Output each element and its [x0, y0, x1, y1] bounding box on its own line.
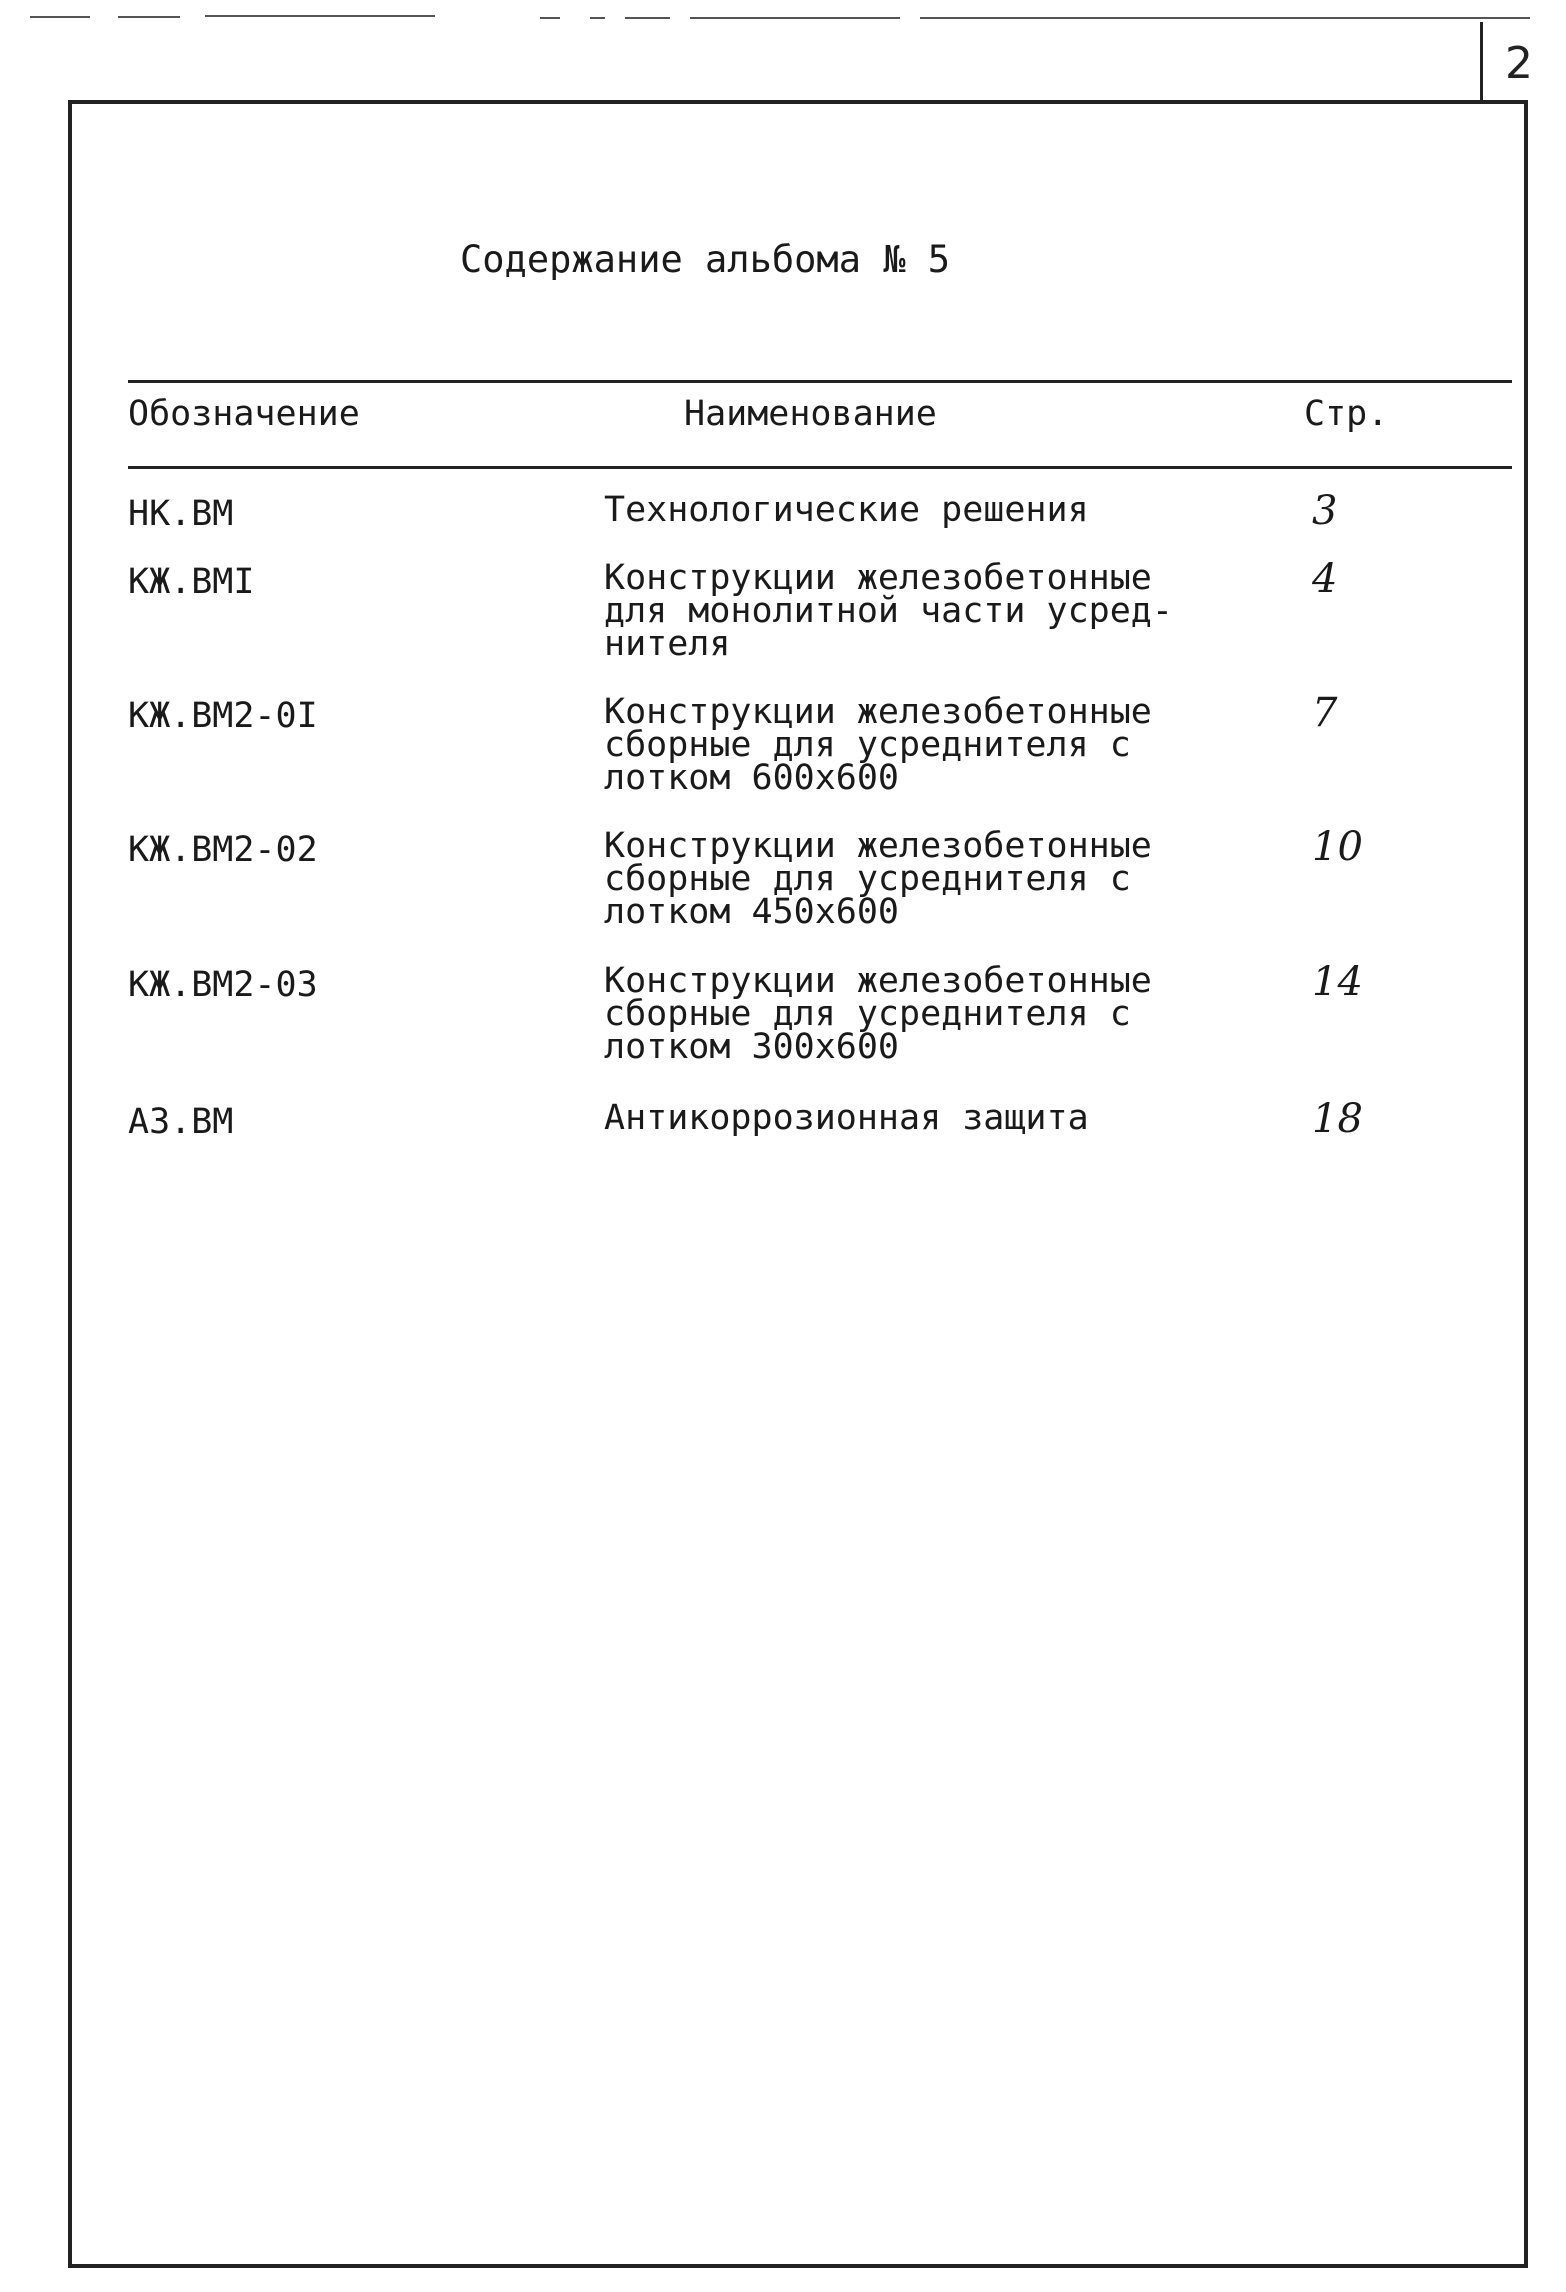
- row-name: Конструкции железобетонные сборные для усреднителя с лотком 300х600: [604, 961, 1152, 1067]
- row-designation: КЖ.ВМ2-03: [128, 965, 318, 1005]
- row-name: Технологические решения: [604, 490, 1089, 530]
- row-page: 7: [1312, 690, 1338, 736]
- document-title: Содержание альбома № 5: [460, 238, 951, 281]
- row-page: 4: [1312, 556, 1338, 602]
- row-designation: КЖ.ВМI: [128, 562, 255, 602]
- scan-artifact-dashes: [30, 14, 1530, 20]
- row-page: 14: [1312, 959, 1363, 1005]
- row-name: Конструкции железобетонные для монолитной части усред- нителя: [604, 558, 1173, 664]
- page-number: 2: [1505, 38, 1533, 89]
- header-page: Стр.: [1304, 394, 1389, 434]
- header-designation: Обозначение: [128, 394, 360, 434]
- row-designation: КЖ.ВМ2-0I: [128, 696, 318, 736]
- row-page: 3: [1312, 488, 1338, 534]
- row-designation: НК.ВМ: [128, 494, 234, 534]
- row-designation: АЗ.ВМ: [128, 1102, 234, 1142]
- header-name: Наименование: [684, 394, 937, 434]
- row-name: Конструкции железобетонные сборные для усреднителя с лотком 600х600: [604, 692, 1152, 798]
- row-name: Антикоррозионная защита: [604, 1098, 1089, 1138]
- row-page: 18: [1312, 1096, 1363, 1142]
- row-page: 10: [1312, 824, 1363, 870]
- table-top-rule: [128, 380, 1512, 383]
- table-header-rule: [128, 466, 1512, 469]
- row-designation: КЖ.ВМ2-02: [128, 830, 318, 870]
- row-name: Конструкции железобетонные сборные для усреднителя с лотком 450х600: [604, 826, 1152, 932]
